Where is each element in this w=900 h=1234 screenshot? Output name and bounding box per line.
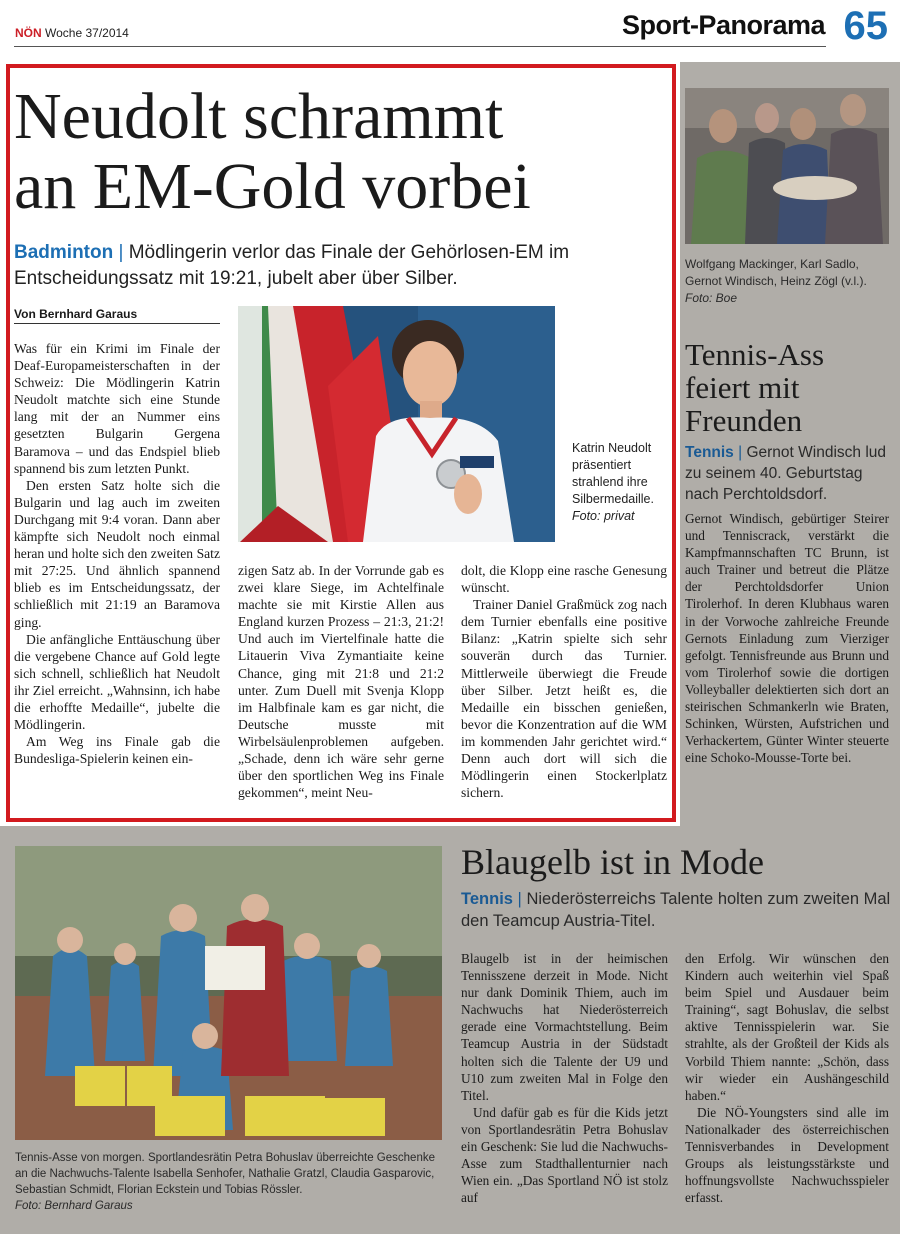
athlete-photo: [238, 306, 555, 542]
group-illustration: [685, 88, 889, 244]
kicker-tag: Tennis: [461, 890, 513, 908]
kicker-text: Mödlingerin verlor das Finale der Gehörlosen-EM im Entscheidungssatz mit 19:21, jubelt aber über Silber.: [14, 242, 570, 289]
kicker-text: Niederösterreichs Talente holten zum zweiten Mal den Teamcup Austria-Titel.: [461, 890, 891, 930]
paragraph: Trainer Daniel Graßmück zog nach dem Turnier ebenfalls eine positive Bilanz: „Katrin spielte sich sehr souverän durch das Turnier. Mittlerweile überwiegt die Freude über Silber. Jetzt heißt es, die Medaille ein bisschen genießen, bevor die Konzentration auf die WM im kommenden Jahr gerichtet wird.“ Denn auch dort will sich die Mödlingerin einen Stockerlplatz sichern.: [461, 597, 667, 801]
paragraph: Am Weg ins Finale gab die Bundesliga-Spielerin keinen ein-: [14, 734, 220, 767]
main-column-2: [238, 562, 444, 801]
kids-illustration: [15, 846, 442, 1140]
page-number: 65: [843, 4, 888, 48]
kicker-tag: Badminton: [14, 242, 114, 263]
paragraph: Und dafür gab es für die Kids jetzt von Sportlandesrätin Petra Bohuslav ein Geschenk: Sie lud die Nachwuchs-Asse zum Stadthallenturnier nach Wien ein. „Das Sportland NÖ ist stolz auf: [461, 1104, 668, 1206]
section-title: Sport-Panorama: [621, 10, 825, 40]
right-column-body: [685, 510, 889, 766]
right-headline: Tennis-Ass feiert mit Freunden: [685, 337, 825, 438]
athlete-photo-caption: Katrin Neudolt präsentiert strahlend ihre Silbermedaille. Foto: privat: [572, 441, 654, 523]
bottom-kicker: Tennis | Niederösterreichs Talente holten zum zweiten Mal den Teamcup Austria-Titel.: [461, 890, 891, 930]
paragraph: Die anfängliche Enttäuschung über die vergebene Chance auf Gold legte sich schnell, schließlich hat Neudolt ihr Ziel erreicht. „Wahnsinn, ich habe die erhoffte Medaille“, jubelte die Mödlingerin.: [14, 631, 220, 733]
brand-logo: NÖN: [15, 26, 42, 40]
paragraph: Den ersten Satz holte sich die Bulgarin und lag auch im zweiten Durchgang mit 9:4 voran. Dann aber kämpfte sich Neudolt noch einmal heran und holte sich den zweiten Satz mit 27:25. Und ähnlich spannend blieb es im Entscheidungssatz, der schließlich mit 21:19 an Baramova ging.: [14, 477, 220, 630]
main-kicker: Badminton | Mödlingerin verlor das Finale der Gehörlosen-EM im Entscheidungssatz mit 19:21, jubelt aber über Silber.: [14, 242, 570, 289]
bottom-headline: Blaugelb ist in Mode: [461, 842, 764, 882]
kids-photo-caption: Tennis-Asse von morgen. Sportlandesrätin Petra Bohuslav überreichte Geschenke an die Nachwuchs-Talente Isabella Senhofer, Nathalie Gratzl, Claudia Gasparovic, Sebastian Schmidt, Florian Eckstein und Tobias Rössler. Foto: Bernhard Garaus: [15, 1152, 435, 1212]
bottom-column-1: [461, 950, 668, 1206]
issue-label: [15, 26, 129, 40]
issue-number: Woche 37/2014: [45, 26, 129, 40]
kicker-text: Gernot Windisch lud zu seinem 40. Geburtstag nach Perchtoldsdorf.: [685, 444, 887, 503]
paragraph: den Erfolg. Wir wünschen den Kindern auch weiterhin viel Spaß beim Spiel und Ausdauer beim Training“, sagt Bohuslav, die selbst aktive Tennisspielerin war. Sie strahlte, als der Großteil der Kids als Vorbild Thiem nannte: „Schön, dass wir wieder ein Aushängeschild haben.“: [685, 951, 889, 1103]
main-headline: Neudolt schrammt an EM-Gold vorbei: [14, 80, 531, 223]
photo-credit: Foto: privat: [572, 509, 635, 523]
paragraph: zigen Satz ab. In der Vorrunde gab es zwei klare Siege, im Achtelfinale machte sie mit Kirstie Allen aus England kurzen Prozess – 21:3, 21:2! Und auch im Viertelfinale hatte die Litauerin Viva Zymantiaite keine Chance, ging mit 21:8 und 21:2 unter. Zum Duell mit Svenja Klopp im Halbfinale kam es gar nicht, die Deutsche musste mit Wirbelsäulenproblemen aufgeben. „Schade, denn ich wäre sehr gerne über den sportlichen Weg ins Finale gekommen“, meint Neu-: [238, 563, 444, 801]
header-rule: [14, 46, 826, 47]
photo-credit: Foto: Boe: [685, 291, 738, 305]
byline: Von Bernhard Garaus: [14, 307, 220, 324]
bottom-column-2: [685, 950, 889, 1206]
photo-credit: Foto: Bernhard Garaus: [15, 1200, 133, 1212]
paragraph: Die NÖ-Youngsters sind alle im Nationalkader des österreichischen Tennisverbandes in Development Groups als leistungsstärkste und hoffnungsvollste Nachwuchsspieler erfasst.: [685, 1104, 889, 1206]
right-kicker: Tennis | Gernot Windisch lud zu seinem 40. Geburtstag nach Perchtoldsdorf.: [685, 444, 887, 503]
athlete-illustration: [238, 306, 555, 542]
birthday-group-photo: [685, 88, 889, 244]
main-column-1: [14, 340, 220, 767]
paragraph: Blaugelb ist in der heimischen Tennisszene derzeit in Mode. Nicht nur dank Dominik Thiem, auch im Nachwuchs hat Niederösterreich gerade eine Vormachtstellung. Beim Teamcup Austria in der Südstadt holten sich die Talente der U9 und U10 zum zweiten Mal in Folge den Titel.: [461, 951, 668, 1103]
kicker-tag: Tennis: [685, 444, 734, 461]
paragraph: Was für ein Krimi im Finale der Deaf-Europameisterschaften in der Schweiz: Die Mödlingerin Katrin Neudolt matchte sich eine Stunde lang mit der an Nummer eins gesetzten Bulgarin Gergena Baramova – und das Endspiel blieb spannend bis zum letzten Punkt.: [14, 341, 220, 476]
birthday-photo-caption: Wolfgang Mackinger, Karl Sadlo, Gernot Windisch, Heinz Zögl (v.l.). Foto: Boe: [685, 257, 867, 305]
tennis-kids-photo: [15, 846, 442, 1140]
main-column-3: [461, 562, 667, 801]
paragraph: Gernot Windisch, gebürtiger Steirer und Tenniscrack, verstärkt die Kampfmannschaften TC Brunn, ist auch Trainer und betreut die Plätze der Perchtoldsdorfer Union Tirolerhof. In deren Klubhaus waren in der Vorwoche zahlreiche Freunde Gernots Einladung zum Vierziger gefolgt. Tennisfreunde aus Brunn und vom Tirolerhof sowie die dortigen Volleyballer delektierten sich dort an steirischen Schmankerln wie Braten, Schinken, Würsten, Aufstrichen und Verhackertem, Günter Winter steuerte eine Schoko-Mousse-Torte bei.: [685, 511, 889, 766]
paragraph: dolt, die Klopp eine rasche Genesung wünscht.: [461, 563, 667, 596]
